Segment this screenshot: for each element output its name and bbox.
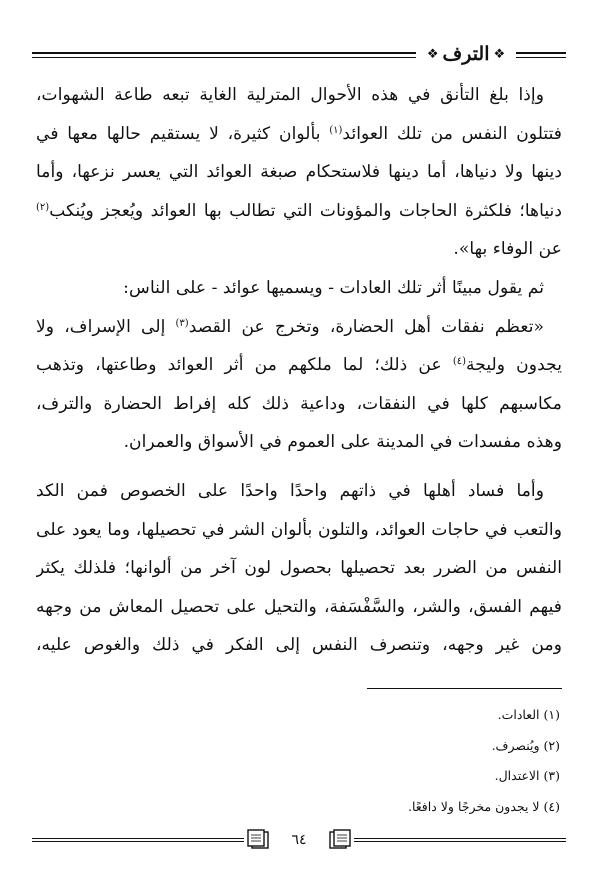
text-line: وأما فساد أهلها في ذاتهم واحدًا واحدًا على الخصوص فمن الكد <box>36 480 544 501</box>
text-line: فيهم الفسق، والشر، والسَّفْسَفة، والتحيل على تحصيل المعاش من وجهه <box>36 596 562 617</box>
text-line <box>36 192 562 231</box>
header-rule <box>32 52 416 54</box>
footer-rule <box>354 838 566 839</box>
footnotes <box>260 700 560 822</box>
footer-rule <box>354 841 566 842</box>
page-header <box>32 34 566 74</box>
text-line: دينها ولا دنياها، أما دينها فلاستحكام صبغة العوائد التي يعسر نزعها، وأما <box>36 162 562 183</box>
footer-center <box>244 826 354 854</box>
text-run: إلى الإسراف، ولا <box>36 316 176 337</box>
paragraph <box>36 472 562 665</box>
footer-rule <box>32 841 244 842</box>
paragraph <box>36 76 562 269</box>
text-line: والتعب في حاجات العوائد، والتلون بألوان الشر في تحصيلها، وما يعود على <box>36 519 562 540</box>
footnote: (٣) الاعتدال. <box>494 768 560 783</box>
footnote-ref[interactable]: (٣) <box>175 317 189 329</box>
footnote: (٤) لا يجدون مخرجًا ولا دافعًا. <box>408 798 560 814</box>
text-run: عن ذلك؛ لما ملكهم من أثر العوائد وطاعتها، وتذهب <box>36 355 453 376</box>
footnote-ref[interactable]: (١) <box>329 124 343 136</box>
footnote-ref[interactable]: (٢) <box>36 201 50 213</box>
text-line <box>36 308 562 347</box>
header-title-group <box>416 34 516 74</box>
diamond-ornament-icon: ❖ <box>493 46 506 62</box>
text-line: وإذا بلغ التأنق في هذه الأحوال المترلية الغاية تبعه طاعة الشهوات، <box>36 85 544 105</box>
text-run: بألوان كثيرة، لا يستقيم حالها معها في <box>36 123 330 144</box>
text-line: عن الوفاء بها». <box>453 239 562 260</box>
page-footer <box>32 826 566 854</box>
footer-rule <box>32 838 244 839</box>
book-icon <box>244 829 270 851</box>
footnote: (١) العادات. <box>497 707 560 722</box>
book-icon <box>328 829 354 851</box>
text-run: فتتلون النفس من تلك العوائد <box>342 123 562 144</box>
text-run: «تعظم نفقات أهل الحضارة، وتخرج عن القصد <box>188 316 544 337</box>
header-rule <box>32 57 416 58</box>
paragraph-gap <box>36 462 562 472</box>
text-line <box>36 346 562 385</box>
text-line: ومن غير وجهه، وتنصرف النفس إلى الفكر في ذلك والغوص عليه، <box>36 635 562 656</box>
running-title: الترف <box>442 43 490 65</box>
quote-paragraph <box>36 308 562 462</box>
text-line: ثم يقول مبينًا أثر تلك العادات - ويسميها عوائد - على الناس: <box>123 277 544 298</box>
text-line <box>36 115 562 154</box>
footnote-separator <box>367 688 562 689</box>
main-text <box>36 76 562 665</box>
header-rule <box>516 57 566 58</box>
footnote-ref[interactable]: (٤) <box>452 356 467 368</box>
header-rule <box>516 52 566 54</box>
text-line: مكاسبهم كلها في النفقات، وداعية ذلك كله إفراط الحضارة والترف، <box>36 393 562 414</box>
text-line: النفس من الضرر بعد تحصيلها بحصول لون آخر من ألوانها؛ فلذلك يكثر <box>36 558 562 579</box>
text-run: يجدون وليجة <box>466 355 562 376</box>
footnote: (٢) ويُنصرف. <box>491 737 560 753</box>
text-line: وهذه مفسدات في المدينة على العموم في الأسواق والعمران. <box>123 432 562 453</box>
text-run: دنياها؛ فلكثرة الحاجات والمؤونات التي تطالب بها العوائد ويُعجز ويُنكب <box>49 200 562 221</box>
diamond-ornament-icon: ❖ <box>426 46 439 62</box>
paragraph <box>36 269 562 308</box>
page-number: ٦٤ <box>291 832 307 848</box>
